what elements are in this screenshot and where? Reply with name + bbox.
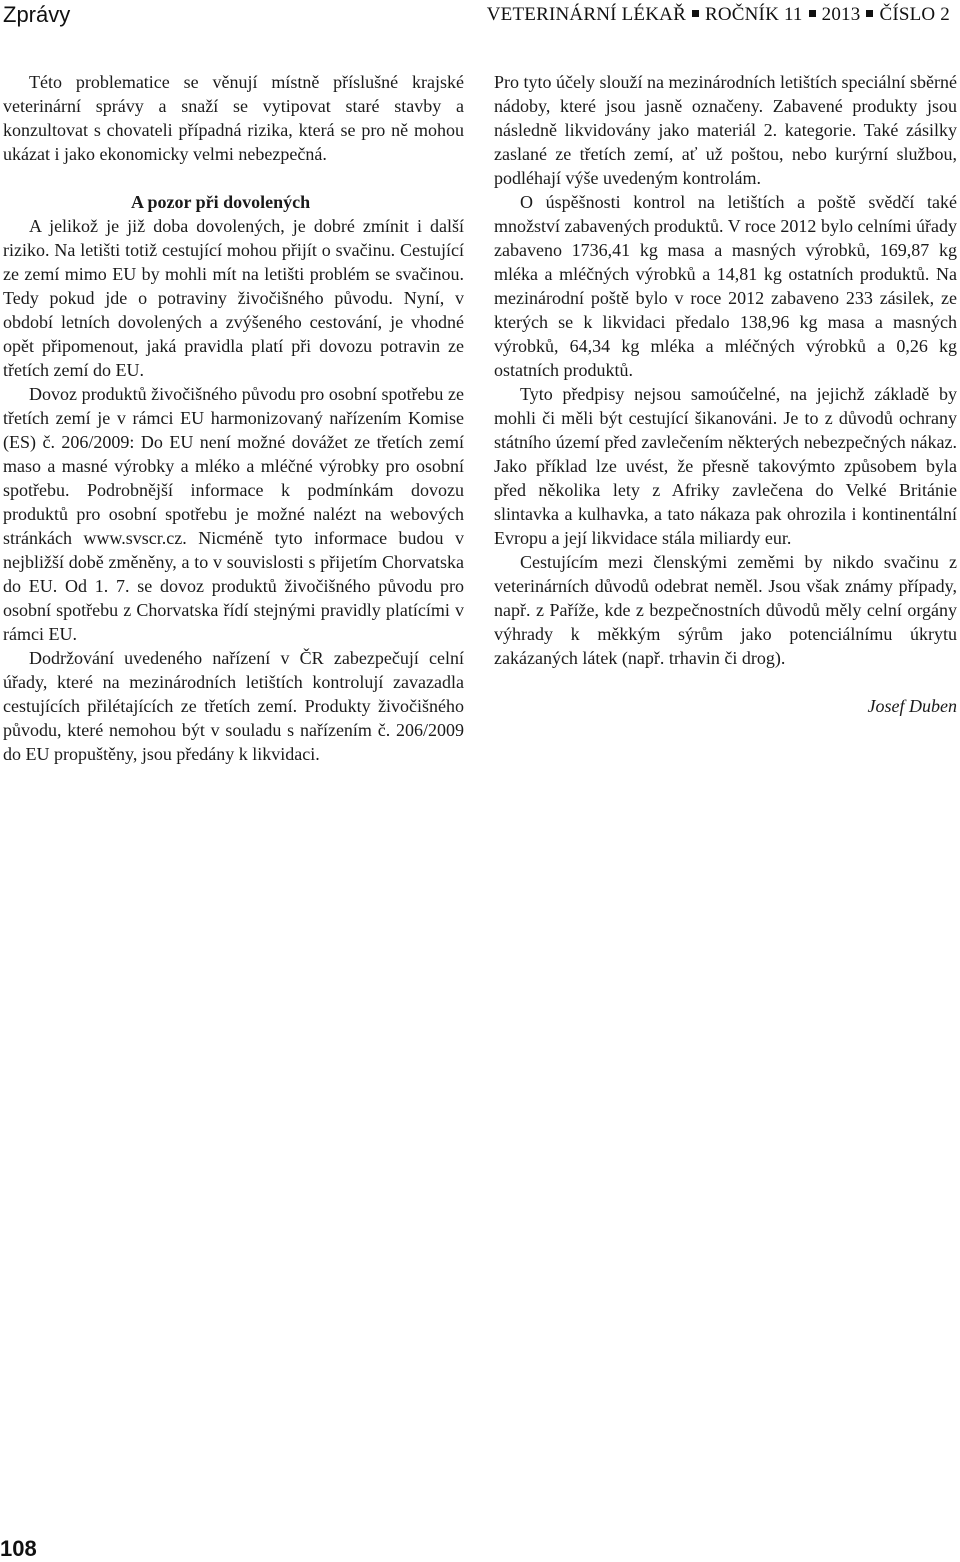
journal-year: 2013 xyxy=(821,4,861,25)
journal-running-head xyxy=(487,4,950,26)
author-signature: Josef Duben xyxy=(867,696,957,716)
journal-volume: ROČNÍK 11 xyxy=(704,4,803,25)
separator-square-icon xyxy=(866,10,873,17)
section-heading: A pozor při dovolených xyxy=(131,192,311,212)
paragraph: Dodržování uvedeného nařízení v ČR zabezpečují celní úřady, které na mezinárodních letištích kontrolují zavazadla cestujících přilétajících ze třetích zemí. Produkty živočišného původu, které nemohou být v souladu s nařízením č. 206/2009 do EU propuštěny, jsou předány k likvidaci. xyxy=(3,648,464,764)
paragraph: O úspěšnosti kontrol na letištích a poště svědčí také množství zabavených produktů. V roce 2012 bylo celními úřady zabaveno 1736,41 kg masa a masných výrobků, 169,87 kg mléka a mléčných výrobků a 14,81 kg ostatních produktů. Na mezinárodní poště bylo v roce 2012 zabaveno 233 zásilek, ze kterých se k likvidaci předalo 138,96 kg masa a masných výrobků, 64,34 kg mléka a mléčných výrobků a 0,26 kg ostatních produktů. xyxy=(494,192,957,380)
paragraph: Tyto předpisy nejsou samoúčelné, na jejichž základě by mohli či měli být cestující šikanováni. Je to z důvodů ochrany státního území před zavlečením některých nebezpečných nákaz. Jako příklad lze uvést, že přesně takovýmto způsobem byla před několika lety z Afriky zavlečena do Velké Británie slintavka a kulhavka, a tato nákaza pak ohrozila i kontinentální Evropu a její likvidace stála miliardy eur. xyxy=(494,384,957,548)
page-number: 108 xyxy=(0,1536,37,1561)
paragraph: Cestujícím mezi členskými zeměmi by nikdo svačinu z veterinárních důvodů odebrat neměl. Jsou však známy případy, např. z Paříže, kde z bezpečnostních důvodů měly celní orgány výhrady k měkkým sýrům jako potenciálnímu úkrytu zakázaných látek (např. trhavin či drog). xyxy=(494,552,957,668)
journal-issue: ČÍSLO 2 xyxy=(879,4,950,25)
left-column xyxy=(3,70,464,766)
paragraph: A jelikož je již doba dovolených, je dobré zmínit i další riziko. Na letišti totiž cestující mohou přijít o svačinu. Cestující ze zemí mimo EU by mohli mít na letišti problém se svačinou. Tedy pokud jde o potraviny živočišného původu. Nyní, v období letních dovolených a zvýšeného cestování, je vhodné opět připomenout, jaká pravidla platí při dovozu potravin ze třetích zemí do EU. xyxy=(3,216,464,380)
separator-square-icon xyxy=(809,10,816,17)
section-label: Zprávy xyxy=(3,2,71,27)
paragraph: Pro tyto účely slouží na mezinárodních letištích speciální sběrné nádoby, které jsou jasně označeny. Zabavené produkty jsou následně likvidovány jako materiál 2. kategorie. Také zásilky zaslané ze třetích zemí, ať už poštou, nebo kurýrní službou, podléhají výše uvedeným kontrolám. xyxy=(494,72,957,188)
separator-square-icon xyxy=(692,10,699,17)
right-column xyxy=(494,70,957,718)
paragraph: Této problematice se věnují místně příslušné krajské veterinární správy a snaží se vytipovat staré stavby a konzultovat s chovateli případná rizika, která se pro ně mohou ukázat i jako ekonomicky velmi nebezpečná. xyxy=(3,72,464,164)
journal-name: VETERINÁRNÍ LÉKAŘ xyxy=(486,4,686,25)
paragraph: Dovoz produktů živočišného původu pro osobní spotřebu ze třetích zemí je v rámci EU harmonizovaný nařízením Komise (ES) č. 206/2009: Do EU není možné dovážet ze třetích zemí maso a masné výrobky a mléko a mléčné výrobky pro osobní spotřebu. Podrobnější informace k podmínkám dovozu produktů pro osobní spotřebu je možné nalézt na webových stránkách www.svscr.cz. Nicméně tyto informace budou v nejbližší době změněny, a to v souvislosti s přijetím Chorvatska do EU. Od 1. 7. se dovoz produktů živočišného původu pro osobní spotřebu z Chorvatska řídí stejnými pravidly platícími v rámci EU. xyxy=(3,384,464,644)
page-header xyxy=(0,0,960,32)
